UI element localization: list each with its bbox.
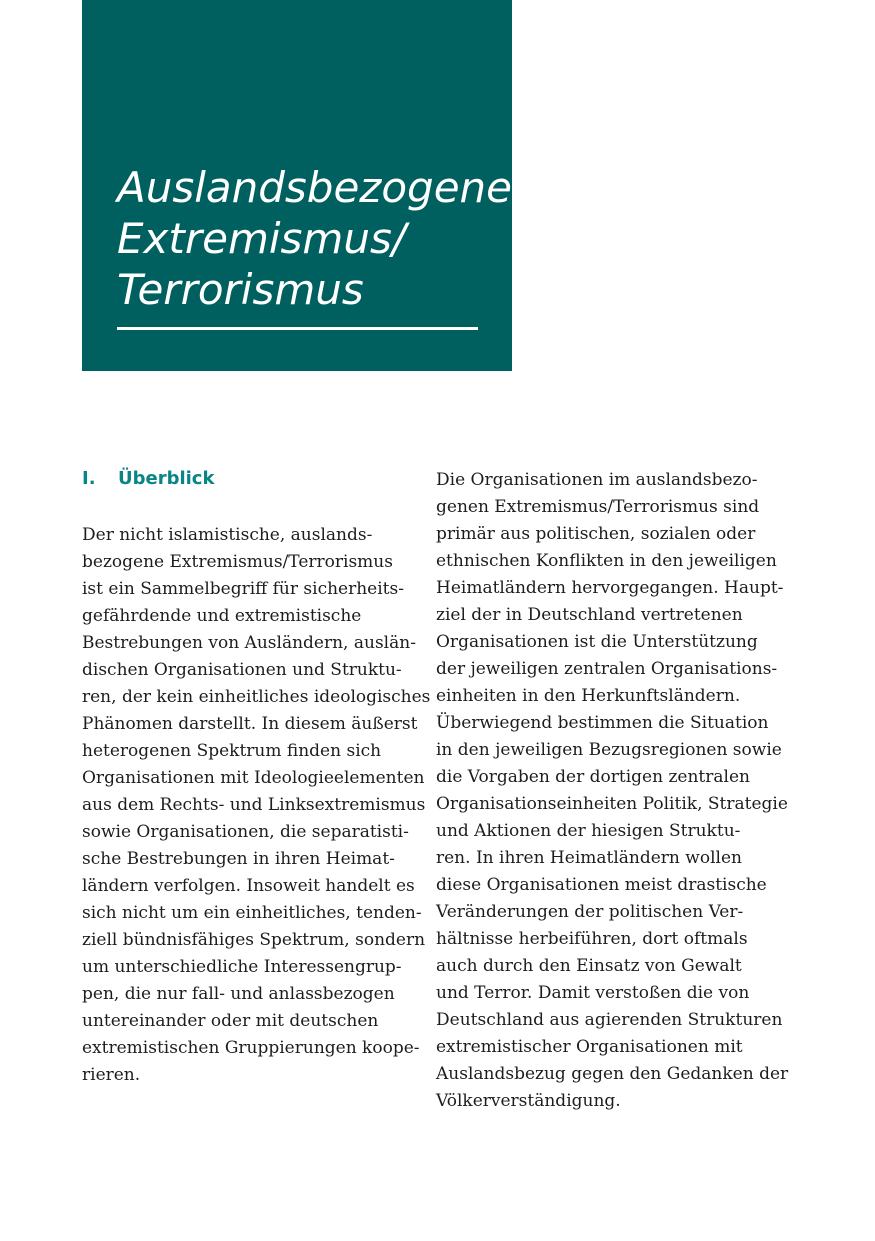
text-line: diese Organisationen meist drastische [436, 875, 767, 895]
text-line: Überwiegend bestimmen die Situation [436, 713, 769, 733]
text-line: aus dem Rechts- und Linksextremismus [82, 795, 426, 815]
text-line: Die Organisationen im auslandsbezo- [436, 470, 758, 490]
text-line: ren. In ihren Heimatländern wollen [436, 848, 742, 868]
text-line: sowie Organisationen, die separatisti- [82, 822, 409, 842]
body-column-right [436, 467, 789, 1115]
text-line: auch durch den Einsatz von Gewalt [436, 956, 742, 976]
text-line: untereinander oder mit deutschen [82, 1011, 379, 1031]
text-line: ländern verfolgen. Insoweit handelt es [82, 876, 415, 896]
text-line: Organisationen mit Ideologieelementen [82, 768, 425, 788]
text-line: bezogene Extremismus/Terrorismus [82, 552, 393, 572]
text-line: Der nicht islamistische, auslands- [82, 525, 373, 545]
text-line: Organisationen ist die Unterstützung [436, 632, 758, 652]
text-line: um unterschiedliche Interessengrup- [82, 957, 402, 977]
text-line: einheiten in den Herkunftsländern. [436, 686, 741, 706]
text-line: extremistischer Organisationen mit [436, 1037, 743, 1057]
section-heading [82, 467, 214, 491]
text-line: primär aus politischen, sozialen oder [436, 524, 756, 544]
text-line: sich nicht um ein einheitliches, tenden- [82, 903, 422, 923]
text-line: ist ein Sammelbegriff für sicherheits- [82, 579, 404, 599]
text-line: gefährdende und extremistische [82, 606, 362, 626]
text-line: sche Bestrebungen in ihren Heimat- [82, 849, 395, 869]
text-line: die Vorgaben der dortigen zentralen [436, 767, 750, 787]
text-line: Auslandsbezug gegen den Gedanken der [436, 1064, 789, 1084]
section-number: I. [82, 468, 96, 489]
text-line: heterogenen Spektrum finden sich [82, 741, 382, 761]
text-line: in den jeweiligen Bezugsregionen sowie [436, 740, 782, 760]
chapter-title-block [82, 0, 530, 371]
text-line: ethnischen Konflikten in den jeweiligen [436, 551, 777, 571]
text-line: Deutschland aus agierenden Strukturen [436, 1010, 783, 1030]
text-line: der jeweiligen zentralen Organisations- [436, 659, 778, 679]
section-title: Überblick [118, 468, 215, 489]
text-line: Veränderungen der politischen Ver- [436, 902, 744, 922]
chapter-title [117, 162, 530, 315]
chapter-title-line: Terrorismus [117, 265, 364, 314]
text-line: genen Extremismus/Terrorismus sind [436, 497, 760, 517]
title-divider [117, 327, 478, 330]
chapter-title-line: Extremismus/ [117, 214, 406, 263]
text-line: Heimatländern hervorgegangen. Haupt- [436, 578, 784, 598]
text-line: ren, der kein einheitliches ideologisches [82, 687, 431, 707]
text-line: ziel der in Deutschland vertretenen [436, 605, 743, 625]
text-line: pen, die nur fall- und anlassbezogen [82, 984, 395, 1004]
text-line: und Aktionen der hiesigen Struktu- [436, 821, 741, 841]
text-line: und Terror. Damit verstoßen die von [436, 983, 750, 1003]
text-line: rieren. [82, 1065, 141, 1085]
text-line: Organisationseinheiten Politik, Strategie [436, 794, 788, 814]
text-line: dischen Organisationen und Struktu- [82, 660, 402, 680]
chapter-title-line: Auslandsbezogener [117, 163, 530, 212]
text-line: ziell bündnisfähiges Spektrum, sondern [82, 930, 426, 950]
body-column-left [82, 522, 431, 1089]
text-line: hältnisse herbeiführen, dort oftmals [436, 929, 748, 949]
text-line: Völkerverständigung. [436, 1091, 621, 1111]
text-line: extremistischen Gruppierungen koope- [82, 1038, 420, 1058]
text-line: Bestrebungen von Ausländern, auslän- [82, 633, 416, 653]
text-line: Phänomen darstellt. In diesem äußerst [82, 714, 418, 734]
